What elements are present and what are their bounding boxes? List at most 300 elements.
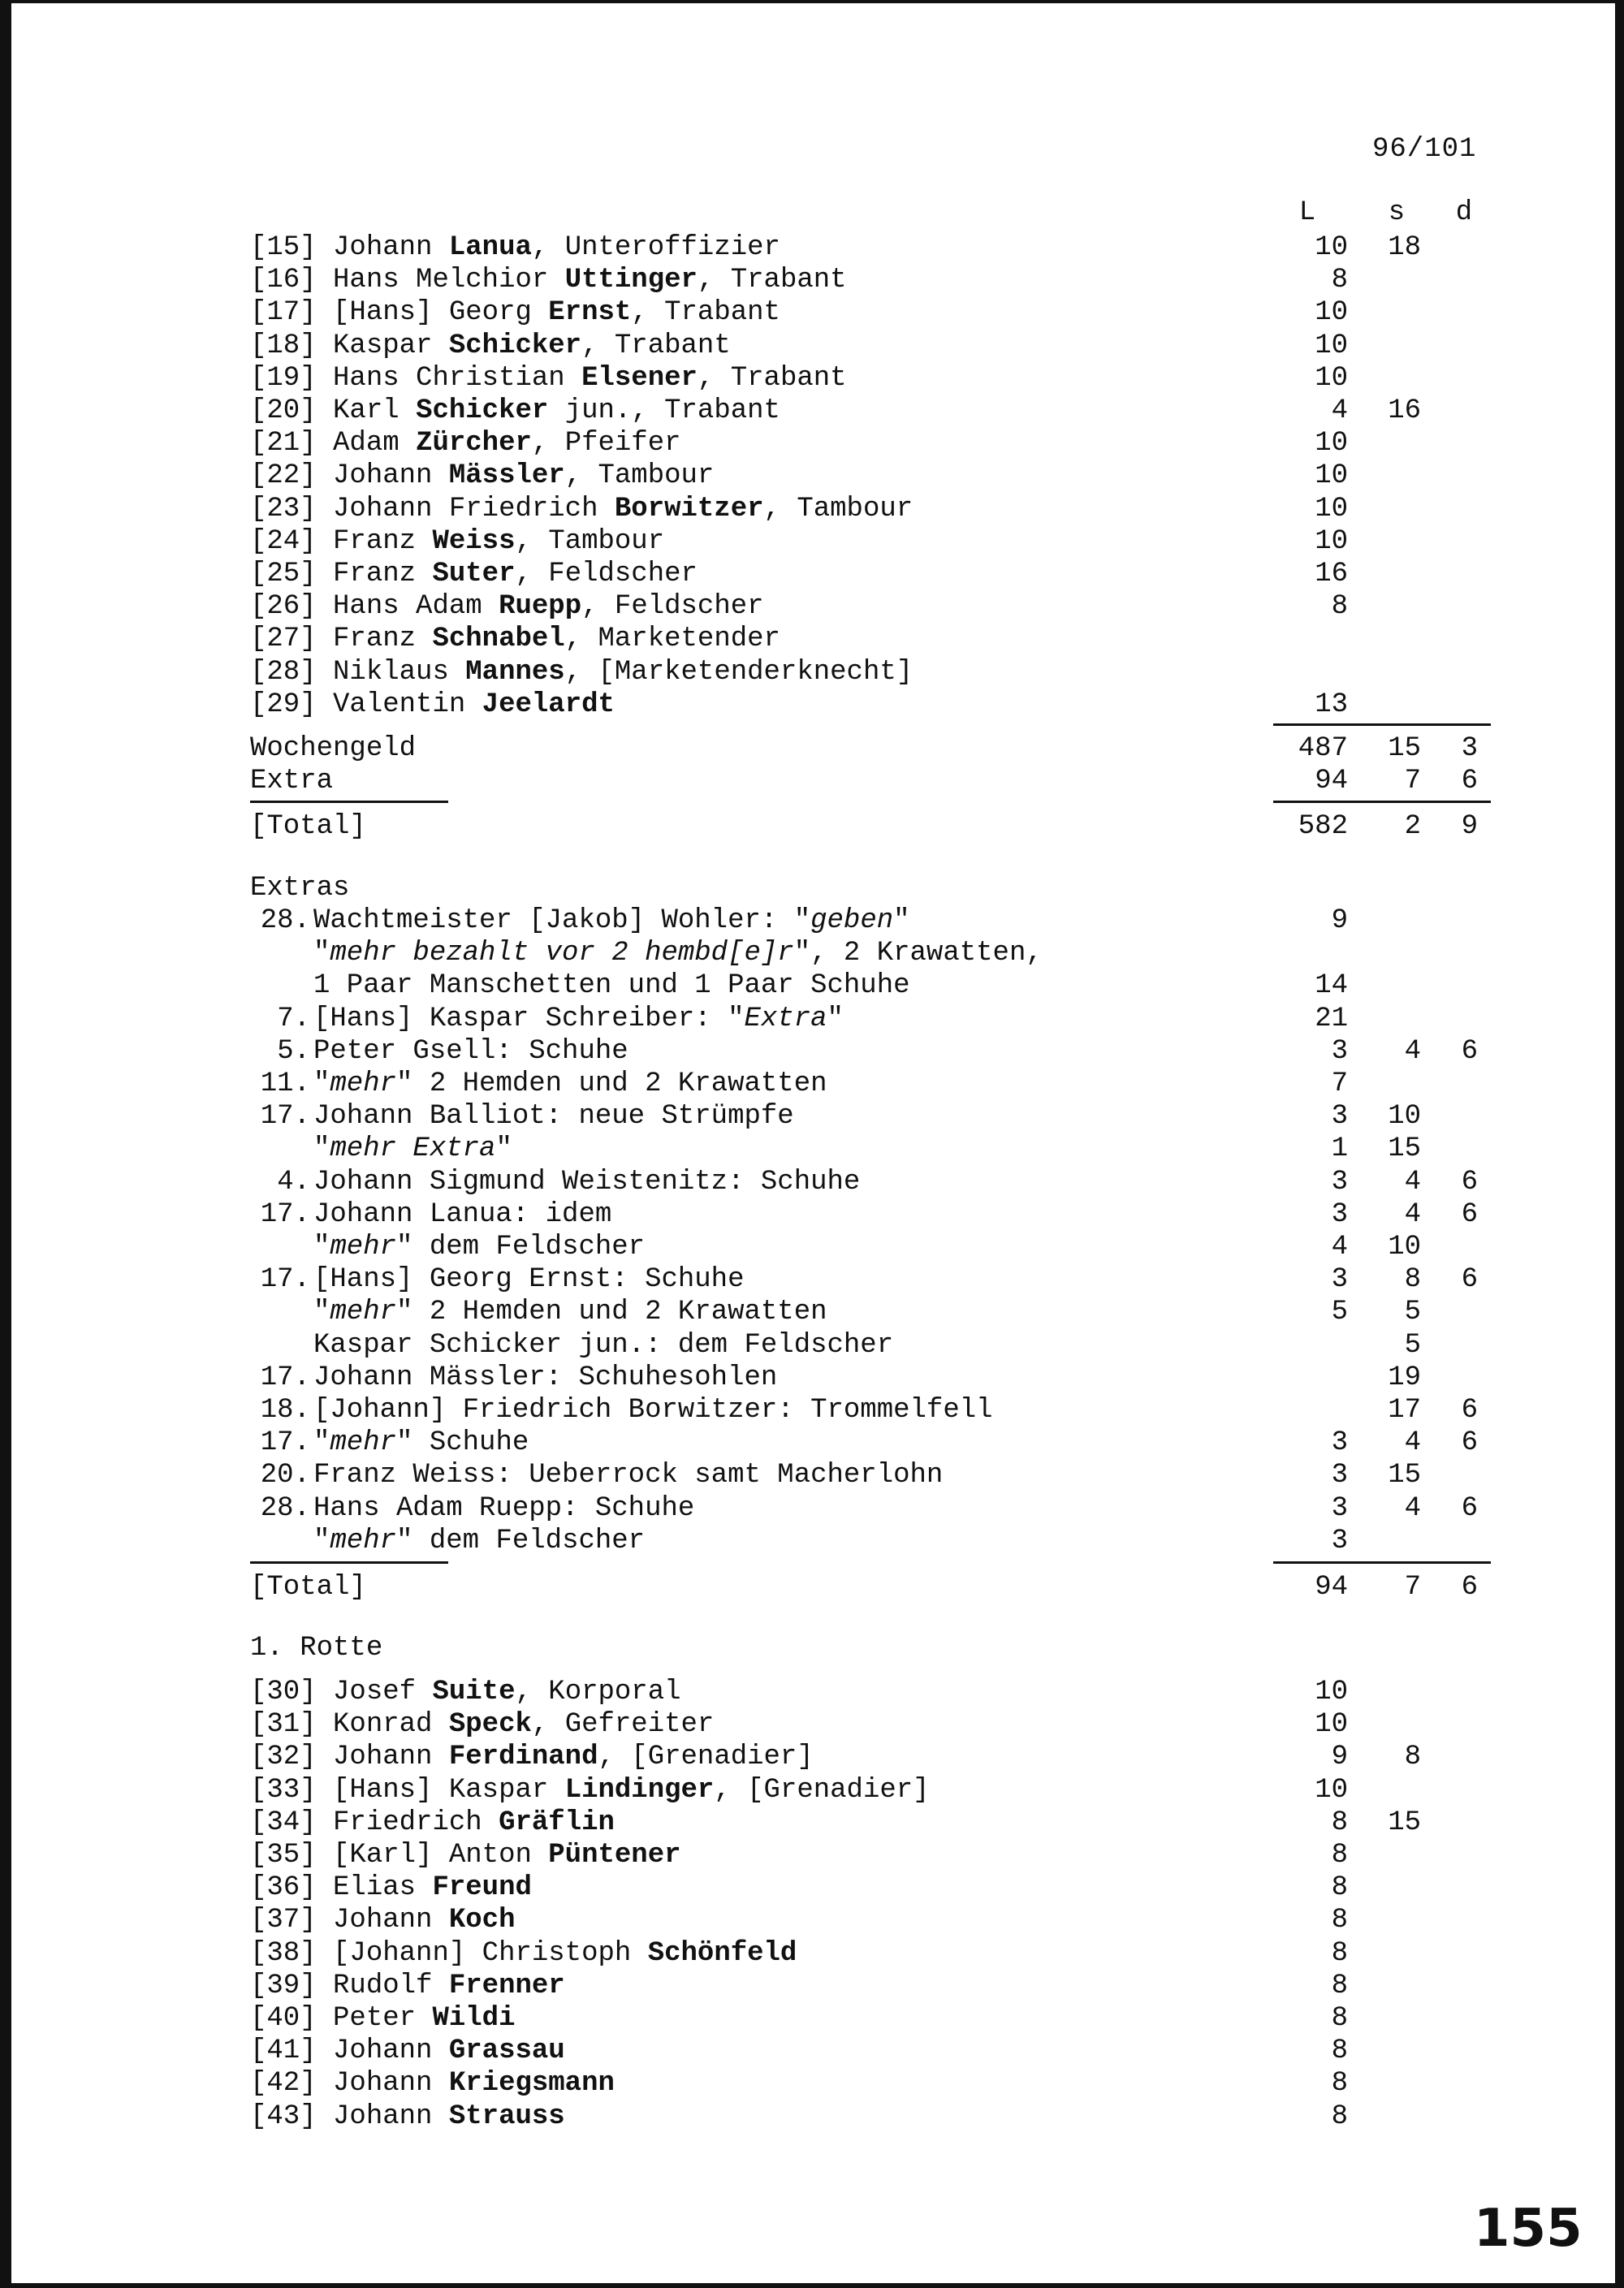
extras-day: 5. [277, 1035, 310, 1067]
person-row [0, 2035, 1543, 2067]
person-number: [41] [250, 2035, 334, 2067]
extras-text-a: " [313, 1525, 330, 1556]
extras-row [0, 1263, 1543, 1296]
total-rule-left [250, 801, 448, 803]
scan-border-right [1615, 0, 1624, 2288]
person-number: [18] [250, 330, 334, 361]
person-number: [32] [250, 1742, 334, 1773]
person-role: , Feldscher [515, 559, 698, 589]
amount-shillings: 19 [1388, 1362, 1421, 1393]
person-row [0, 1807, 1543, 1839]
person-role: , Tambour [515, 525, 665, 557]
person-entry [250, 656, 913, 689]
amount-pounds: 21 [1315, 1003, 1348, 1034]
person-number: [31] [250, 1709, 334, 1741]
amount-pounds: 10 [1315, 1677, 1348, 1707]
extras-text-quote: geben [810, 905, 894, 936]
person-surname: Speck [448, 1709, 532, 1741]
amount-shillings: 8 [1404, 1264, 1421, 1296]
person-forename: Johann [333, 232, 449, 263]
amount-pounds: 8 [1331, 2003, 1348, 2034]
person-forename: Hans Christian [333, 362, 582, 394]
person-role: , Pfeifer [531, 428, 681, 460]
person-number: [16] [250, 265, 334, 296]
person-forename: Johann [333, 460, 449, 492]
extras-text [313, 937, 1043, 969]
person-surname: Ferdinand [448, 1742, 598, 1773]
person-role: , [Grenadier] [598, 1742, 814, 1773]
extras-row [0, 969, 1543, 1002]
person-forename: Adam [333, 428, 417, 460]
person-row [0, 525, 1543, 558]
amount-pounds: 8 [1331, 1905, 1348, 1936]
extras-row [0, 1362, 1543, 1394]
person-number: [21] [250, 428, 334, 460]
amount-pounds: 3 [1331, 1101, 1348, 1133]
person-entry [250, 2067, 615, 2100]
extras-row [0, 1492, 1543, 1525]
person-entry [250, 231, 780, 264]
amount-pounds: 8 [1331, 1970, 1348, 2001]
extras-total-row [0, 1571, 1543, 1604]
amount-pounds: 1 [1331, 1133, 1348, 1165]
extras-text [313, 1133, 512, 1165]
person-row [0, 1871, 1543, 1904]
amount-pounds: 8 [1331, 265, 1348, 296]
amount-shillings: 4 [1404, 1198, 1421, 1230]
extras-row [0, 1198, 1543, 1231]
column-header-pence: d [1455, 197, 1473, 228]
amount-pounds: 7 [1331, 1068, 1348, 1099]
amount-pence: 6 [1461, 1264, 1478, 1296]
person-surname: Borwitzer [614, 493, 764, 525]
scan-border-bottom [0, 2283, 1624, 2288]
extras-row [0, 1427, 1543, 1459]
person-row [0, 264, 1543, 296]
extras-text-a: Johann Mässler: Schuhesohlen [313, 1362, 778, 1393]
person-surname: Suite [432, 1677, 516, 1707]
total-label: [Total] [250, 811, 366, 842]
person-forename: [Hans] Georg [333, 297, 549, 329]
person-row [0, 1839, 1543, 1871]
person-row [0, 2100, 1543, 2133]
amount-shillings: 15 [1388, 1807, 1421, 1838]
extras-text-a: 1 Paar Manschetten und 1 Paar Schuhe [313, 970, 910, 1002]
extras-total-label: [Total] [250, 1572, 366, 1603]
amount-pounds: 8 [1331, 1937, 1348, 1969]
extras-text-a: " [313, 938, 330, 969]
extras-text [313, 1329, 893, 1362]
amount-shillings: 5 [1404, 1329, 1421, 1361]
person-forename: Kaspar [333, 330, 449, 361]
amount-shillings: 17 [1388, 1395, 1421, 1426]
person-number: [26] [250, 591, 334, 623]
extras-text [313, 1427, 529, 1459]
person-role: , Trabant [581, 330, 731, 361]
person-surname: Elsener [581, 362, 698, 394]
person-forename: Karl [333, 395, 417, 426]
person-forename: Rudolf [333, 1970, 449, 2001]
person-entry [250, 1937, 797, 1970]
person-entry [250, 362, 847, 395]
amount-shillings: 10 [1388, 1101, 1421, 1133]
person-surname: Schicker [416, 395, 549, 426]
extras-row [0, 1133, 1543, 1165]
extras-text-a: [Johann] Friedrich Borwitzer: Trommelfell [313, 1395, 993, 1426]
amount-shillings: 7 [1404, 1572, 1421, 1603]
extras-text [313, 904, 910, 937]
extras-text-b: " 2 Hemden und 2 Krawatten [396, 1068, 827, 1099]
extras-text [313, 1100, 794, 1133]
person-entry [250, 1741, 814, 1773]
person-row [0, 460, 1543, 492]
extra-label: Extra [250, 766, 334, 796]
amount-pounds: 94 [1315, 1572, 1348, 1603]
extras-day: 28. [260, 1492, 310, 1524]
extras-day: 4. [277, 1166, 310, 1198]
amount-shillings: 4 [1404, 1492, 1421, 1524]
extras-text-a: Peter Gsell: Schuhe [313, 1035, 628, 1067]
extras-row [0, 1525, 1543, 1557]
person-role: , [Grenadier] [714, 1774, 930, 1806]
person-forename: Hans Melchior [333, 265, 565, 296]
amount-pence: 6 [1461, 1166, 1478, 1198]
person-surname: Wildi [432, 2003, 516, 2034]
amount-shillings: 4 [1404, 1427, 1421, 1459]
amount-pounds: 8 [1331, 591, 1348, 623]
column-header-shillings: s [1388, 197, 1406, 228]
person-number: [24] [250, 525, 334, 557]
extras-text-quote: mehr [330, 1427, 397, 1459]
amount-pounds: 3 [1331, 1525, 1348, 1556]
person-number: [28] [250, 656, 334, 688]
amount-pounds: 8 [1331, 2100, 1348, 2132]
amount-pounds: 10 [1315, 232, 1348, 263]
extras-text [313, 1296, 827, 1328]
person-surname: Kriegsmann [448, 2068, 615, 2100]
person-number: [35] [250, 1840, 334, 1871]
person-surname: Schicker [448, 330, 582, 361]
person-forename: Hans Adam [333, 591, 499, 623]
person-number: [37] [250, 1905, 334, 1936]
amount-shillings: 15 [1388, 1133, 1421, 1165]
person-role: , Korporal [515, 1677, 681, 1707]
amount-pounds: 3 [1331, 1427, 1348, 1459]
person-forename: Johann [333, 2035, 449, 2067]
extras-text-a: " [313, 1133, 330, 1165]
amount-pounds: 8 [1331, 1840, 1348, 1871]
person-number: [33] [250, 1774, 334, 1806]
extras-text-quote: Extra [744, 1003, 827, 1034]
person-role: jun., Trabant [548, 395, 780, 426]
person-forename: Johann [333, 2100, 449, 2132]
extras-text-b: " [495, 1133, 512, 1165]
extras-row [0, 1100, 1543, 1133]
extras-day: 20. [260, 1460, 310, 1492]
person-row [0, 623, 1543, 655]
person-entry [250, 493, 913, 525]
amount-shillings: 15 [1388, 733, 1421, 764]
amount-pounds: 10 [1315, 525, 1348, 557]
amount-pounds: 4 [1331, 1232, 1348, 1263]
extras-row [0, 1166, 1543, 1198]
person-entry [250, 427, 681, 460]
amount-shillings: 8 [1404, 1742, 1421, 1773]
extras-row [0, 937, 1543, 969]
person-role: , Feldscher [581, 591, 764, 623]
rotte-heading-row [0, 1632, 1543, 1664]
extras-row [0, 1394, 1543, 1427]
amount-pounds: 8 [1331, 1872, 1348, 1904]
extras-text-b: " 2 Hemden und 2 Krawatten [396, 1297, 827, 1328]
person-forename: Josef [333, 1677, 433, 1707]
extras-text-a: Johann Sigmund Weistenitz: Schuhe [313, 1166, 861, 1198]
person-number: [15] [250, 232, 334, 263]
person-entry [250, 2002, 515, 2035]
person-forename: Niklaus [333, 656, 466, 688]
person-entry [250, 1774, 930, 1807]
amount-pence: 3 [1461, 733, 1478, 764]
person-number: [29] [250, 689, 334, 720]
sum-rule [1273, 723, 1491, 726]
person-row [0, 590, 1543, 623]
extras-text-quote: mehr Extra [330, 1133, 496, 1165]
person-forename: Johann [333, 2068, 449, 2100]
person-surname: Püntener [548, 1840, 681, 1871]
person-row [0, 330, 1543, 362]
amount-pounds: 10 [1315, 297, 1348, 329]
amount-pence: 6 [1461, 766, 1478, 796]
amount-pounds: 582 [1298, 811, 1348, 842]
extras-text-a: Johann Balliot: neue Strümpfe [313, 1101, 794, 1133]
extras-text [313, 1166, 860, 1198]
amount-shillings: 2 [1404, 811, 1421, 842]
extras-row [0, 1459, 1543, 1492]
extras-text-a: Franz Weiss: Ueberrock samt Macherlohn [313, 1460, 944, 1492]
person-entry [250, 590, 764, 623]
person-forename: Johann Friedrich [333, 493, 615, 525]
extras-text-a: [Hans] Georg Ernst: Schuhe [313, 1264, 745, 1296]
amount-pounds: 10 [1315, 330, 1348, 361]
extras-text-a: [Hans] Kaspar Schreiber: " [313, 1003, 745, 1034]
person-row [0, 2002, 1543, 2035]
person-role: , Trabant [697, 362, 847, 394]
extras-text-a: Hans Adam Ruepp: Schuhe [313, 1492, 695, 1524]
extras-text-a: Kaspar Schicker jun.: dem Feldscher [313, 1329, 894, 1361]
amount-pounds: 487 [1298, 733, 1348, 764]
person-forename: Franz [333, 559, 433, 589]
person-entry [250, 1839, 681, 1871]
amount-shillings: 7 [1404, 766, 1421, 796]
extras-heading-row [0, 872, 1543, 904]
person-number: [25] [250, 559, 334, 589]
person-row [0, 362, 1543, 395]
person-entry [250, 689, 615, 721]
amount-pounds: 10 [1315, 493, 1348, 525]
extras-row [0, 1296, 1543, 1328]
extras-text [313, 1459, 943, 1492]
person-number: [19] [250, 362, 334, 394]
column-header-pounds: L [1298, 197, 1316, 228]
person-forename: [Johann] Christoph [333, 1937, 648, 1969]
amount-pounds: 10 [1315, 362, 1348, 394]
person-entry [250, 1676, 681, 1708]
person-row [0, 1904, 1543, 1936]
extras-text-quote: mehr bezahlt vor 2 hembd[e]r [330, 938, 794, 969]
person-forename: Franz [333, 525, 433, 557]
amount-pounds: 9 [1331, 1742, 1348, 1773]
person-surname: Gräflin [499, 1807, 615, 1838]
extras-text [313, 1362, 777, 1394]
extras-row [0, 1231, 1543, 1263]
extras-day: 17. [260, 1264, 310, 1296]
extras-heading: Extras [250, 873, 350, 904]
page-stamp: 155 [1474, 2199, 1583, 2259]
extras-text [313, 1003, 844, 1035]
person-entry [250, 1807, 615, 1839]
person-role: , [Marketenderknecht] [564, 656, 914, 688]
person-surname: Schönfeld [647, 1937, 797, 1969]
extras-day: 17. [260, 1427, 310, 1459]
person-number: [43] [250, 2100, 334, 2132]
person-forename: Johann [333, 1905, 449, 1936]
person-surname: Jeelardt [482, 689, 615, 720]
extras-text [313, 1068, 827, 1100]
person-entry [250, 1708, 714, 1741]
person-surname: Grassau [448, 2035, 565, 2067]
page-number: 96/101 [1372, 134, 1477, 165]
person-row [0, 1774, 1543, 1807]
person-row [0, 558, 1543, 590]
extras-text-a: " [313, 1297, 330, 1328]
person-entry [250, 2035, 565, 2067]
person-number: [22] [250, 460, 334, 492]
amount-shillings: 16 [1388, 395, 1421, 426]
extras-text [313, 1231, 645, 1263]
person-row [0, 427, 1543, 460]
person-forename: Johann [333, 1742, 449, 1773]
amount-pounds: 5 [1331, 1297, 1348, 1328]
amount-shillings: 4 [1404, 1035, 1421, 1067]
amount-pounds: 8 [1331, 1807, 1348, 1838]
extras-text-quote: mehr [330, 1297, 397, 1328]
amount-pounds: 16 [1315, 559, 1348, 589]
person-surname: Schnabel [432, 624, 565, 655]
extras-text-b: " [827, 1003, 844, 1034]
person-number: [30] [250, 1677, 334, 1707]
amount-pounds: 10 [1315, 428, 1348, 460]
extras-text-b: " dem Feldscher [396, 1232, 646, 1263]
person-role: , Trabant [697, 265, 847, 296]
amount-pounds: 3 [1331, 1198, 1348, 1230]
amount-pounds: 3 [1331, 1492, 1348, 1524]
person-surname: Mässler [448, 460, 565, 492]
extras-row [0, 1068, 1543, 1100]
amount-pence: 6 [1461, 1572, 1478, 1603]
extras-text-quote: mehr [330, 1525, 397, 1556]
person-entry [250, 623, 780, 655]
person-row [0, 1741, 1543, 1773]
person-row [0, 2067, 1543, 2100]
person-number: [36] [250, 1872, 334, 1904]
person-surname: Ruepp [499, 591, 582, 623]
person-surname: Freund [432, 1872, 532, 1904]
wochengeld-row [0, 732, 1543, 765]
person-entry [250, 395, 780, 427]
amount-shillings: 5 [1404, 1297, 1421, 1328]
person-surname: Zürcher [416, 428, 532, 460]
scan-border-top [0, 0, 1624, 3]
amount-pence: 6 [1461, 1492, 1478, 1524]
person-surname: Koch [448, 1905, 516, 1936]
person-forename: [Karl] Anton [333, 1840, 549, 1871]
person-surname: Ernst [548, 297, 632, 329]
amount-pence: 6 [1461, 1395, 1478, 1426]
person-number: [39] [250, 1970, 334, 2001]
extras-total-rule-right [1273, 1561, 1491, 1564]
person-entry [250, 1871, 532, 1904]
person-row [0, 395, 1543, 427]
person-row [0, 656, 1543, 689]
extras-text-a: " [313, 1068, 330, 1099]
extras-day: 18. [260, 1395, 310, 1426]
amount-shillings: 4 [1404, 1166, 1421, 1198]
extras-row [0, 1035, 1543, 1068]
person-number: [23] [250, 493, 334, 525]
person-entry [250, 460, 714, 492]
person-role: , Marketender [564, 624, 780, 655]
person-row [0, 1708, 1543, 1741]
extras-day: 17. [260, 1362, 310, 1393]
person-entry [250, 264, 847, 296]
person-forename: Friedrich [333, 1807, 499, 1838]
person-surname: Suter [432, 559, 516, 589]
person-number: [27] [250, 624, 334, 655]
amount-pence: 9 [1461, 811, 1478, 842]
extras-text-quote: mehr [330, 1068, 397, 1099]
amount-pounds: 14 [1315, 970, 1348, 1002]
amount-pounds: 3 [1331, 1264, 1348, 1296]
amount-pounds: 4 [1331, 395, 1348, 426]
person-forename: [Hans] Kaspar [333, 1774, 565, 1806]
extras-text-a: Wachtmeister [Jakob] Wohler: " [313, 905, 811, 936]
amount-pounds: 13 [1315, 689, 1348, 720]
wochengeld-label: Wochengeld [250, 733, 417, 764]
person-surname: Strauss [448, 2100, 565, 2132]
amount-pounds: 10 [1315, 1774, 1348, 1806]
amount-pounds: 9 [1331, 905, 1348, 936]
person-number: [20] [250, 395, 334, 426]
extras-text-b: " [893, 905, 910, 936]
amount-pounds: 94 [1315, 766, 1348, 796]
extras-text-b: ", 2 Krawatten, [793, 938, 1043, 969]
amount-pounds: 3 [1331, 1166, 1348, 1198]
extras-row [0, 1329, 1543, 1362]
extras-day: 17. [260, 1198, 310, 1230]
person-row [0, 1937, 1543, 1970]
total-row [0, 810, 1543, 843]
person-role: , Trabant [631, 297, 780, 329]
amount-pence: 6 [1461, 1198, 1478, 1230]
amount-pence: 6 [1461, 1035, 1478, 1067]
amount-pounds: 8 [1331, 2035, 1348, 2067]
extras-text [313, 1035, 628, 1068]
person-role: , Tambour [763, 493, 914, 525]
person-entry [250, 1970, 565, 2002]
person-number: [38] [250, 1937, 334, 1969]
extras-text-a: Johann Lanua: idem [313, 1198, 612, 1230]
person-number: [34] [250, 1807, 334, 1838]
